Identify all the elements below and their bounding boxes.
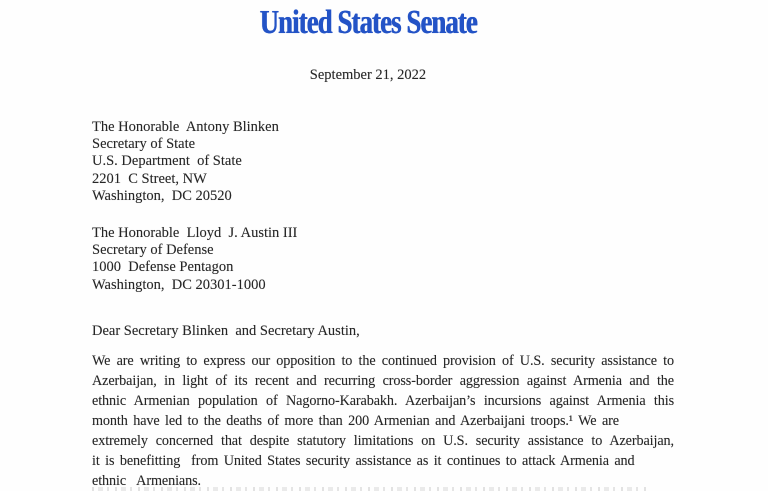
salutation: Dear Secretary Blinken and Secretary Austin, [92,323,360,339]
letter-date: September 21, 2022 [309,67,427,83]
letterhead-title: United States Senate [259,4,477,41]
recipient-city: Washington, DC 20520 [92,187,232,204]
body-paragraph [92,351,674,491]
recipient-city: Washington, DC 20301-1000 [92,276,266,293]
paragraph-line: extremely concerned that despite statutory limitations on U.S. security assistance to Azerbaijan, [92,433,674,449]
paragraph-line: month have led to the deaths of more than 200 Armenian and Azerbaijani troops.¹ We are [92,413,619,429]
next-line-cutoff [92,487,648,491]
recipient-street: 2201 C Street, NW [92,170,207,187]
recipient-name: The Honorable Lloyd J. Austin III [92,225,298,241]
recipient-block-blinken [92,119,279,205]
recipient-title: Secretary of Defense [92,242,214,259]
letterhead [0,4,736,42]
recipient-org: U.S. Department of State [92,153,242,170]
paragraph-line: Azerbaijan, in light of its recent and recurring cross-border aggression against Armenia and the [92,373,674,389]
paragraph-line: ethnic Armenians. [92,473,201,489]
paragraph-line: it is benefitting from United States security assistance as it continues to attack Armenia and [92,453,635,469]
recipient-name: The Honorable Antony Blinken [92,119,279,135]
paragraph-line: ethnic Armenian population of Nagorno-Karabakh. Azerbaijan’s incursions against Armenia this [92,393,674,409]
recipient-title: Secretary of State [92,136,196,153]
recipient-block-austin [92,225,297,294]
paragraph-line: We are writing to express our opposition to the continued provision of U.S. security assistance to [92,353,674,369]
recipient-street: 1000 Defense Pentagon [92,259,234,276]
